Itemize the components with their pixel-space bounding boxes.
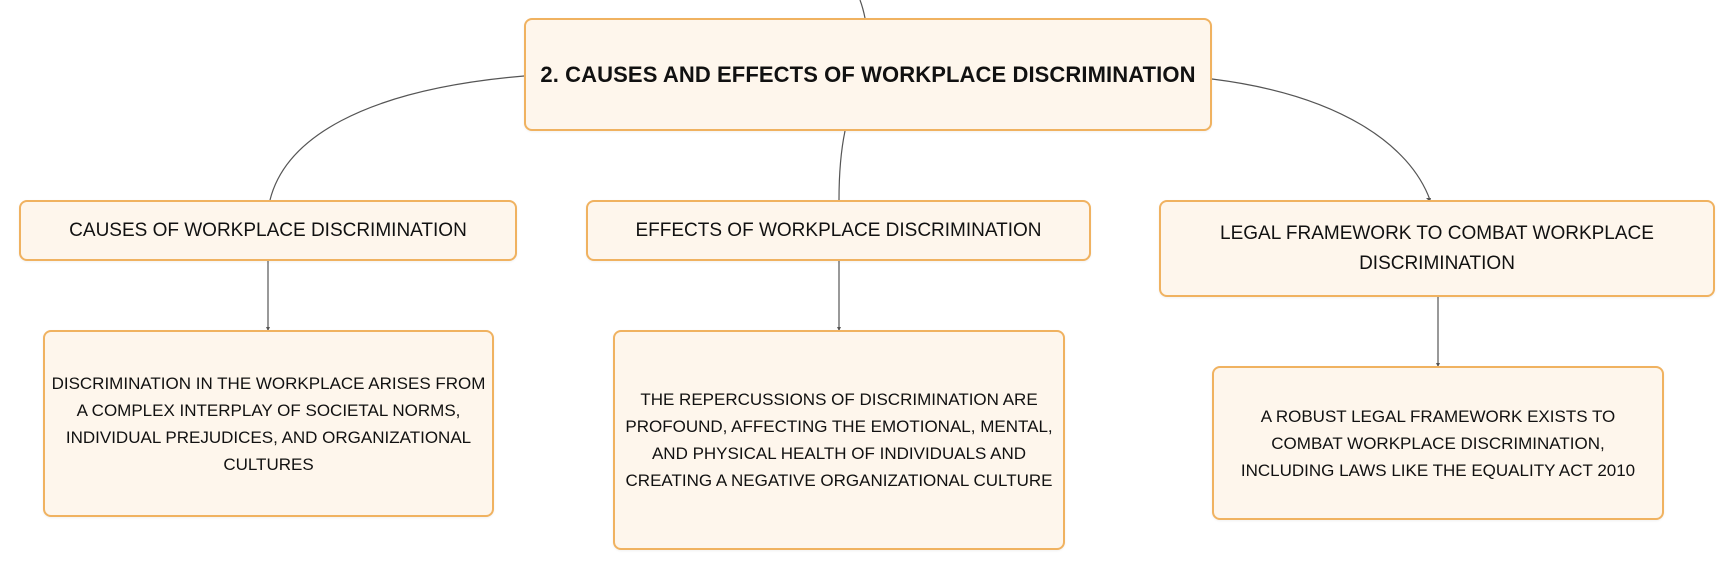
legal-framework-node[interactable] <box>1159 200 1715 297</box>
effects-detail-node[interactable] <box>613 330 1065 550</box>
legal-framework-detail-node[interactable] <box>1212 366 1664 520</box>
legal-framework-detail-text: A ROBUST LEGAL FRAMEWORK EXISTS TO COMBAT WORKPLACE DISCRIMINATION, INCLUDING LAWS LIKE THE EQUALITY ACT 2010 <box>1240 406 1636 480</box>
causes-detail-node[interactable] <box>43 330 494 517</box>
connector-root-effects <box>839 131 845 200</box>
causes-detail-text: DISCRIMINATION IN THE WORKPLACE ARISES FROM A COMPLEX INTERPLAY OF SOCIETAL NORMS, INDIVIDUAL PREJUDICES, AND ORGANIZATIONAL CULTURES <box>51 373 486 474</box>
legal-framework-node-label: LEGAL FRAMEWORK TO COMBAT WORKPLACE DISCRIMINATION <box>1220 222 1654 274</box>
effects-detail-text: THE REPERCUSSIONS OF DISCRIMINATION ARE PROFOUND, AFFECTING THE EMOTIONAL, MENTAL, AND PHYSICAL HEALTH OF INDIVIDUALS AND CREATING A NEGATIVE ORGANIZATIONAL CULTURE <box>625 390 1053 490</box>
connector-root-legal <box>1212 79 1430 200</box>
connector-root-causes <box>270 76 524 200</box>
connector-incoming-root <box>860 0 865 18</box>
effects-node[interactable] <box>586 200 1091 261</box>
root-node-label: 2. CAUSES AND EFFECTS OF WORKPLACE DISCRIMINATION <box>540 61 1196 87</box>
causes-node-label: CAUSES OF WORKPLACE DISCRIMINATION <box>69 219 467 241</box>
causes-node[interactable] <box>19 200 517 261</box>
effects-node-label: EFFECTS OF WORKPLACE DISCRIMINATION <box>635 219 1042 241</box>
root-node[interactable] <box>524 18 1212 131</box>
